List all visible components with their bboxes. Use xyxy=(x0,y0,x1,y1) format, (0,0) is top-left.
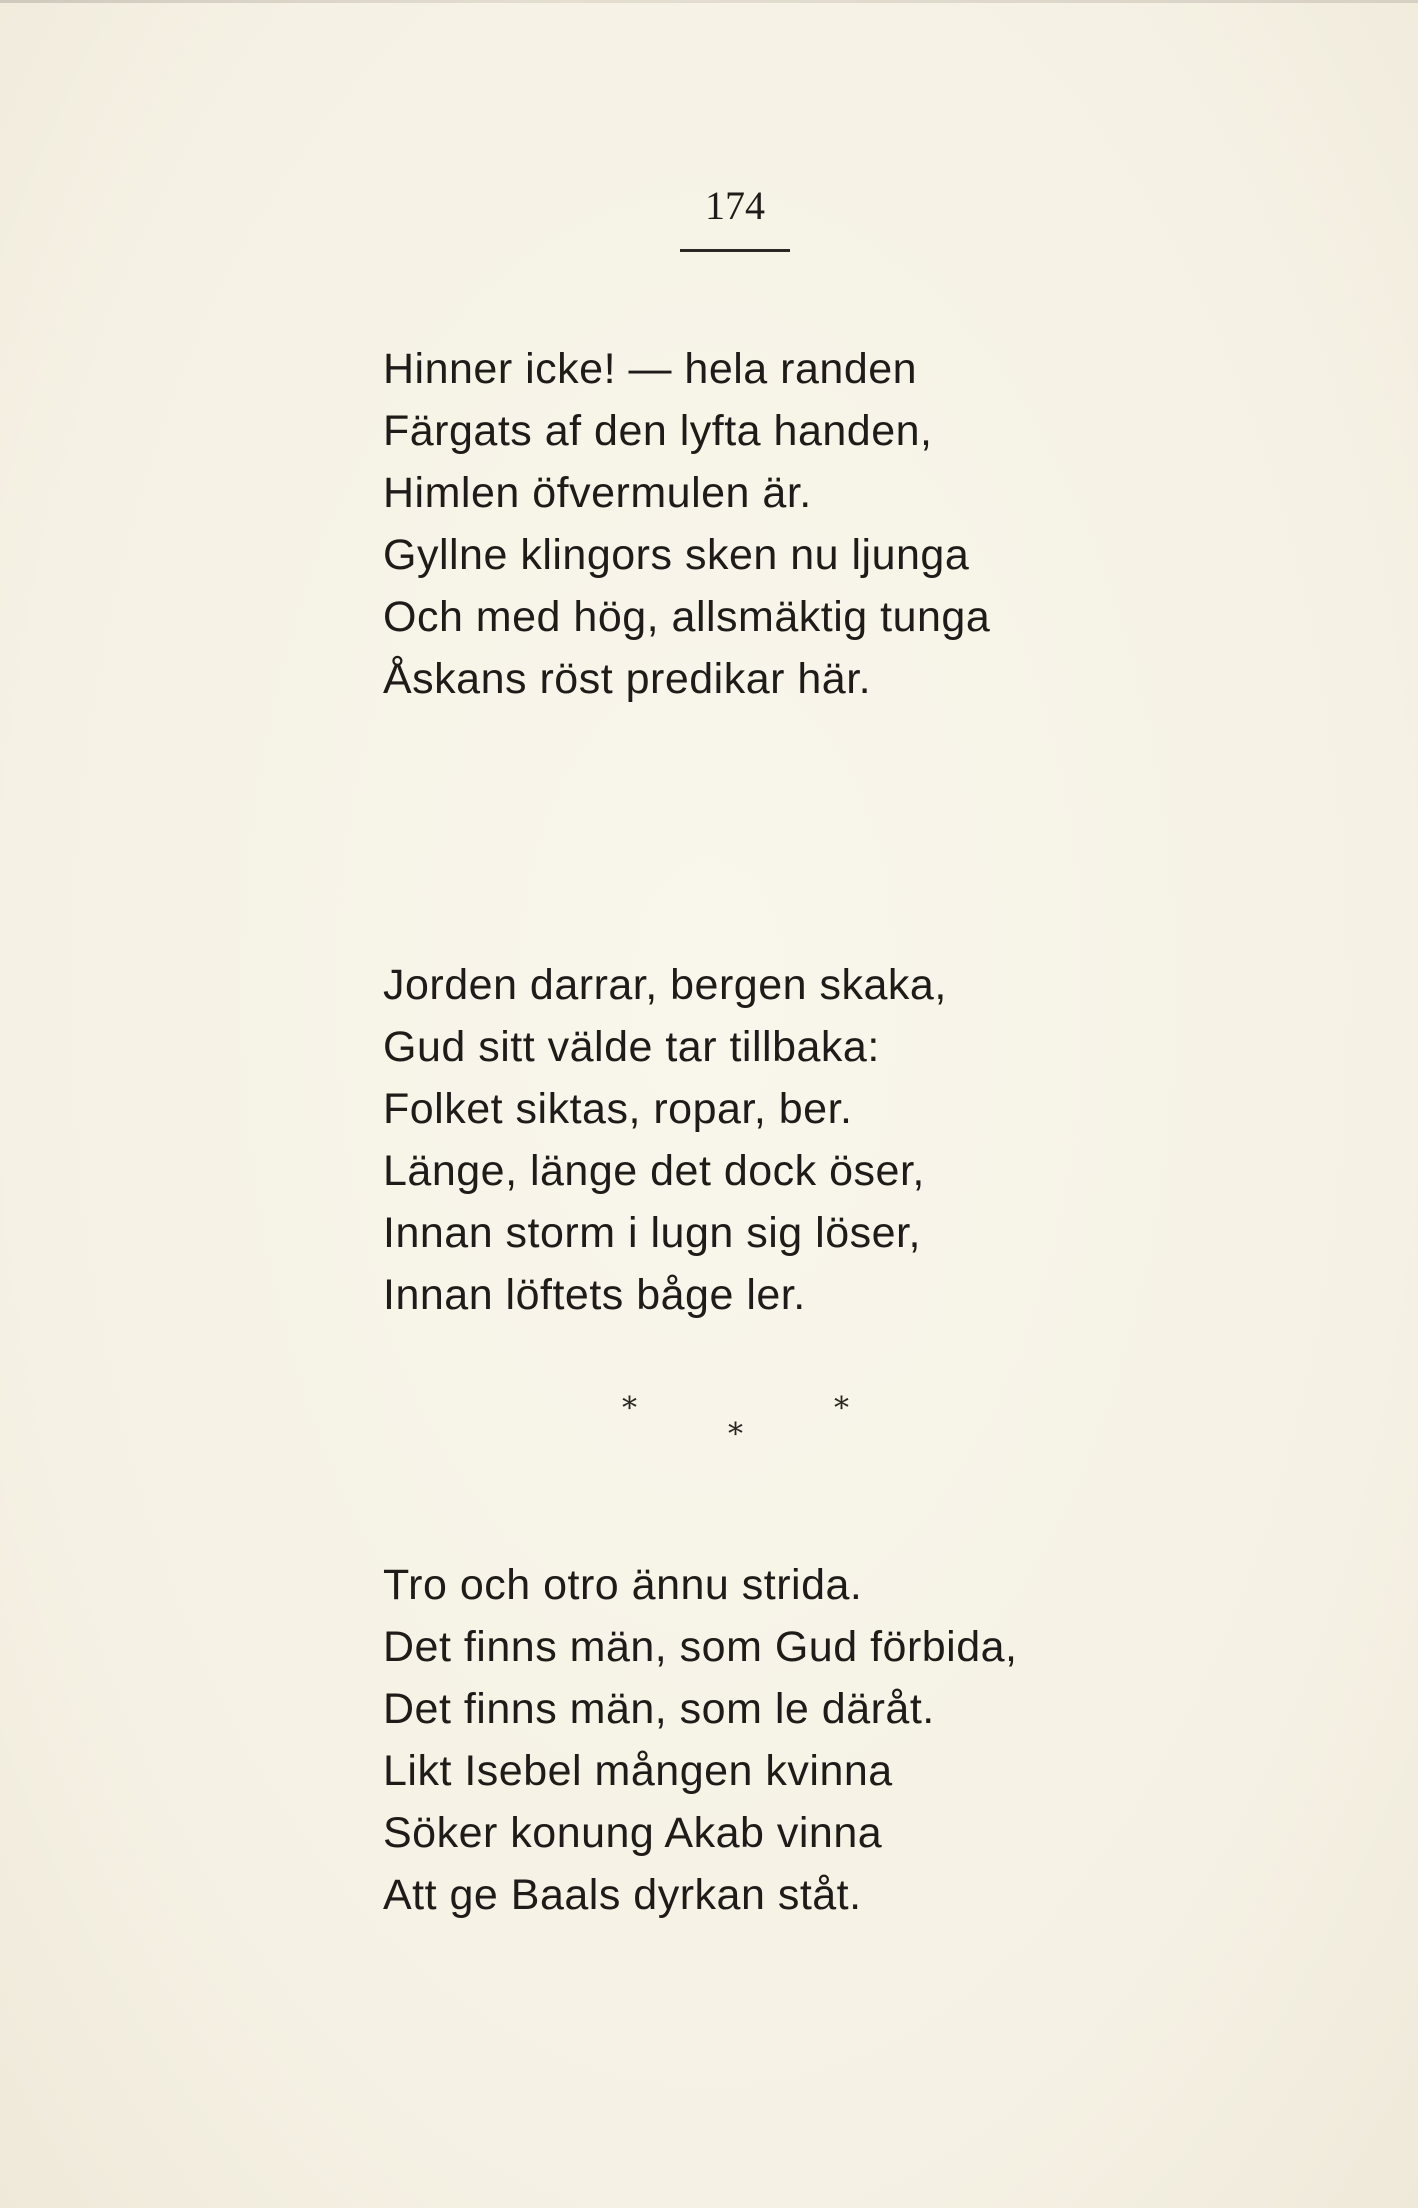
stanza-1 xyxy=(383,338,1143,710)
verse-line: Folket siktas, ropar, ber. xyxy=(383,1085,853,1133)
stanza-2 xyxy=(383,954,1143,1326)
verse-line: Åskans röst predikar här. xyxy=(383,655,872,703)
page-number: 174 xyxy=(705,183,765,228)
verse-line: Gyllne klingors sken nu ljunga xyxy=(383,531,970,579)
verse-line: Och med hög, allsmäktig tunga xyxy=(383,593,991,641)
verse-line: Himlen öfvermulen är. xyxy=(383,469,812,517)
verse-line: Färgats af den lyfta handen, xyxy=(383,407,933,455)
verse-line: Jorden darrar, bergen skaka, xyxy=(383,961,947,1009)
verse-line: Hinner icke! — hela randen xyxy=(383,345,918,393)
verse-line: Länge, länge det dock öser, xyxy=(383,1147,925,1195)
verse-line: Tro och otro ännu strida. xyxy=(383,1561,863,1609)
verse-line: Söker konung Akab vinna xyxy=(383,1809,883,1857)
stanza-3 xyxy=(383,1554,1143,1926)
verse-line: Att ge Baals dyrkan ståt. xyxy=(383,1871,862,1919)
section-break-asterisk: * xyxy=(622,1391,637,1426)
page-top-edge xyxy=(0,0,1418,3)
page-number-rule xyxy=(680,249,790,252)
verse-line: Innan storm i lugn sig löser, xyxy=(383,1209,921,1257)
section-break-asterisk: * xyxy=(834,1391,849,1426)
verse-line: Gud sitt välde tar tillbaka: xyxy=(383,1023,880,1071)
verse-line: Innan löftets båge ler. xyxy=(383,1271,806,1319)
section-break-asterisk: * xyxy=(728,1417,743,1452)
verse-line: Det finns män, som Gud förbida, xyxy=(383,1623,1018,1671)
verse-line: Likt Isebel mången kvinna xyxy=(383,1747,893,1795)
verse-line: Det finns män, som le däråt. xyxy=(383,1685,935,1733)
